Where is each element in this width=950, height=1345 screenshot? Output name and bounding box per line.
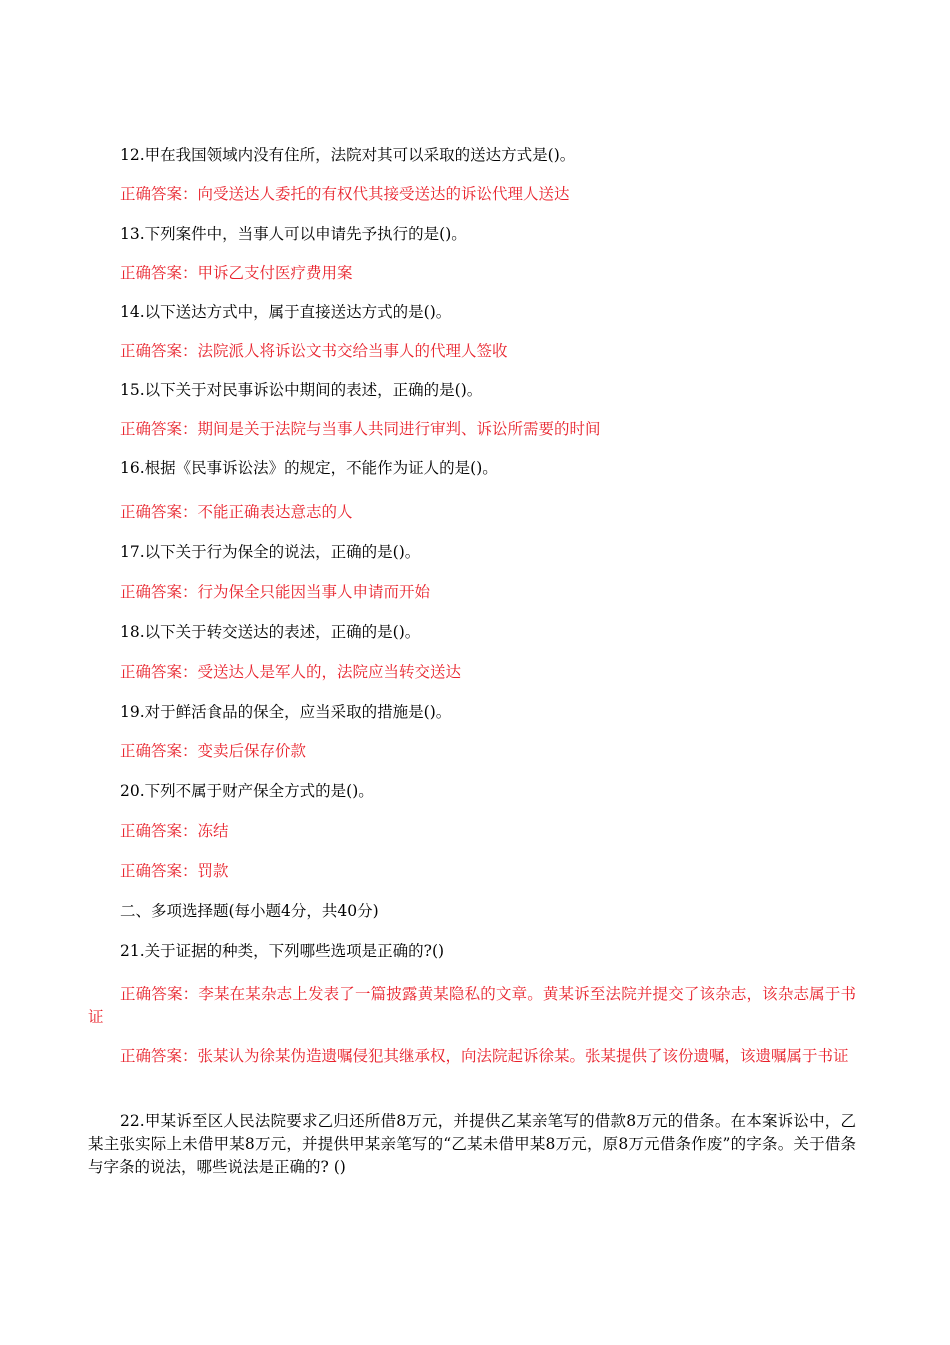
question-21: 21.关于证据的种类，下列哪些选项是正确的?(): [120, 942, 445, 960]
answer-13: 正确答案：甲诉乙支付医疗费用案: [120, 264, 353, 282]
question-12: 12.甲在我国领域内没有住所，法院对其可以采取的送达方式是()。: [120, 146, 576, 164]
question-16: 16.根据《民事诉讼法》的规定，不能作为证人的是()。: [120, 459, 498, 477]
question-13: 13.下列案件中，当事人可以申请先予执行的是()。: [120, 225, 467, 243]
question-17: 17.以下关于行为保全的说法，正确的是()。: [120, 543, 421, 561]
question-20: 20.下列不属于财产保全方式的是()。: [120, 782, 374, 800]
answer-16: 正确答案：不能正确表达意志的人: [120, 503, 353, 521]
section-heading-multiple-choice: 二、多项选择题(每小题4分，共40分): [120, 902, 379, 920]
question-14: 14.以下送达方式中，属于直接送达方式的是()。: [120, 303, 452, 321]
question-15: 15.以下关于对民事诉讼中期间的表述，正确的是()。: [120, 381, 483, 399]
answer-21a: 正确答案：李某在某杂志上发表了一篇披露黄某隐私的文章。黄某诉至法院并提交了该杂志，该杂志属于书证: [88, 985, 856, 1026]
answer-17: 正确答案：行为保全只能因当事人申请而开始: [120, 583, 431, 601]
answer-21b: 正确答案：张某认为徐某伪造遗嘱侵犯其继承权，向法院起诉徐某。张某提供了该份遗嘱，该遗嘱属于书证: [120, 1047, 849, 1065]
answer-19: 正确答案：变卖后保存价款: [120, 742, 307, 760]
answer-20b: 正确答案：罚款: [120, 862, 229, 880]
answer-18: 正确答案：受送达人是军人的，法院应当转交送达: [120, 663, 462, 681]
question-19: 19.对于鲜活食品的保全，应当采取的措施是()。: [120, 703, 452, 721]
question-22: 22.甲某诉至区人民法院要求乙归还所借8万元，并提供乙某亲笔写的借款8万元的借条。在本案诉讼中，乙某主张实际上未借甲某8万元，并提供甲某亲笔写的“乙某未借甲某8万元，原8万元借条作废”的字条。关于借条与字条的说法，哪些说法是正确的? (): [88, 1112, 856, 1176]
question-18: 18.以下关于转交送达的表述，正确的是()。: [120, 623, 421, 641]
answer-14: 正确答案：法院派人将诉讼文书交给当事人的代理人签收: [120, 342, 508, 360]
answer-15: 正确答案：期间是关于法院与当事人共同进行审判、诉讼所需要的时间: [120, 420, 601, 438]
answer-20a: 正确答案：冻结: [120, 822, 229, 840]
answer-12: 正确答案：向受送达人委托的有权代其接受送达的诉讼代理人送达: [120, 185, 570, 203]
